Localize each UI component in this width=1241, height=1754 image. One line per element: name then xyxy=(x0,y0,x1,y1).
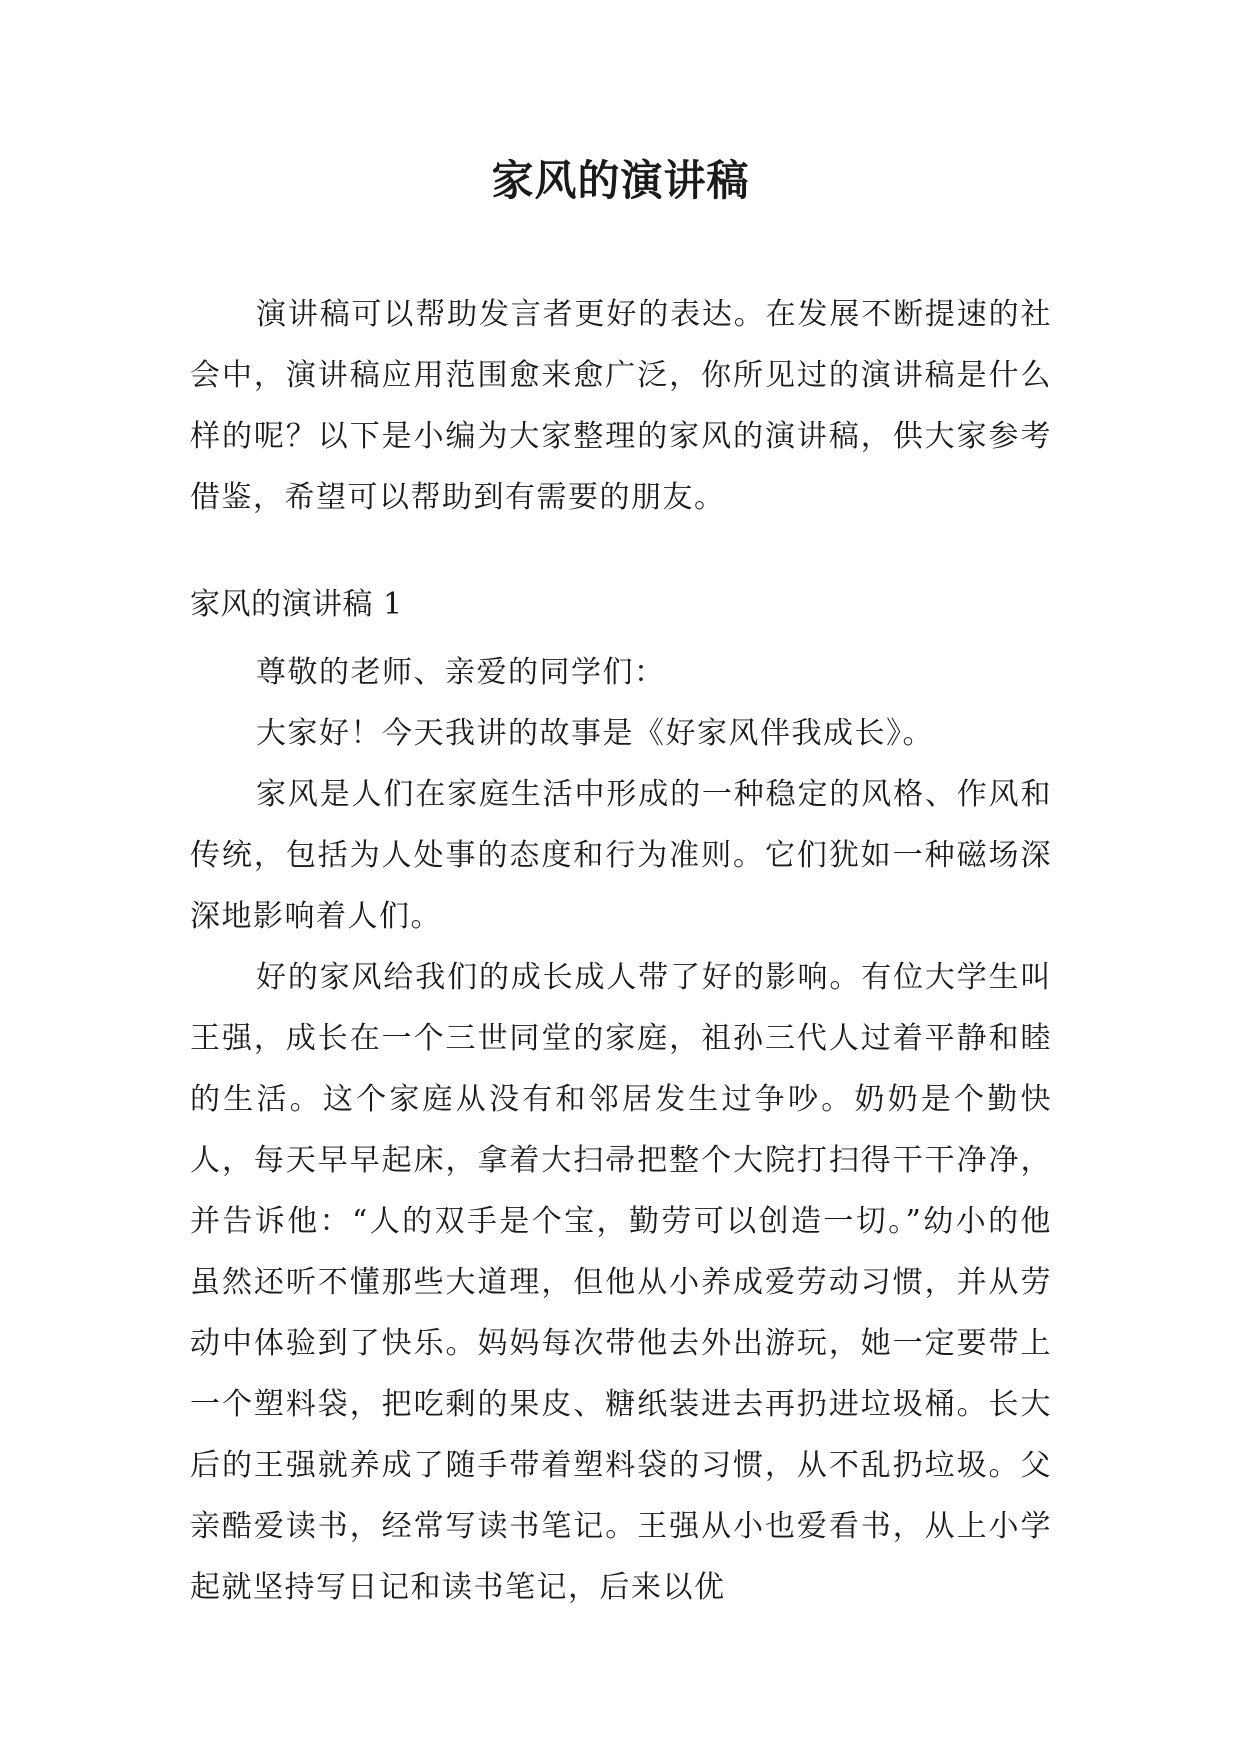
greeting-line: 大家好！今天我讲的故事是《好家风伴我成长》。 xyxy=(256,716,934,751)
body-paragraph-1: 家风是人们在家庭生活中形成的一种稳定的风格、作风和传统，包括为人处事的态度和行为准则。它们犹如一种磁场深深地影响着人们。 xyxy=(190,777,1052,934)
body-paragraph-2: 好的家风给我们的成长成人带了好的影响。有位大学生叫王强，成长在一个三世同堂的家庭，祖孙三代人过着平静和睦的生活。这个家庭从没有和邻居发生过争吵。奶奶是个勤快人，每天早早起床，拿着大扫帚把整个大院打扫得干干净净，并告诉他：“人的双手是个宝，勤劳可以创造一切。”幼小的他虽然还听不懂那些大道理，但他从小养成爱劳动习惯，并从劳动中体验到了快乐。妈妈每次带他去外出游玩，她一定要带上一个塑料袋，把吃剩的果皮、糖纸装进去再扔进垃圾桶。长大后的王强就养成了随手带着塑料袋的习惯，从不乱扔垃圾。父亲酷爱读书，经常写读书笔记。王强从小也爱看书，从上小学起就坚持写日记和读书笔记，后来以优 xyxy=(190,960,1052,1605)
salutation-line: 尊敬的老师、亲爱的同学们： xyxy=(256,655,666,690)
section-heading: 家风的演讲稿 1 xyxy=(190,587,403,622)
document-title: 家风的演讲稿 xyxy=(491,156,750,205)
intro-paragraph: 演讲稿可以帮助发言者更好的表达。在发展不断提速的社会中，演讲稿应用范围愈来愈广泛，你所见过的演讲稿是什么样的呢？以下是小编为大家整理的家风的演讲稿，供大家参考借鉴，希望可以帮助到有需要的朋友。 xyxy=(190,297,1052,515)
